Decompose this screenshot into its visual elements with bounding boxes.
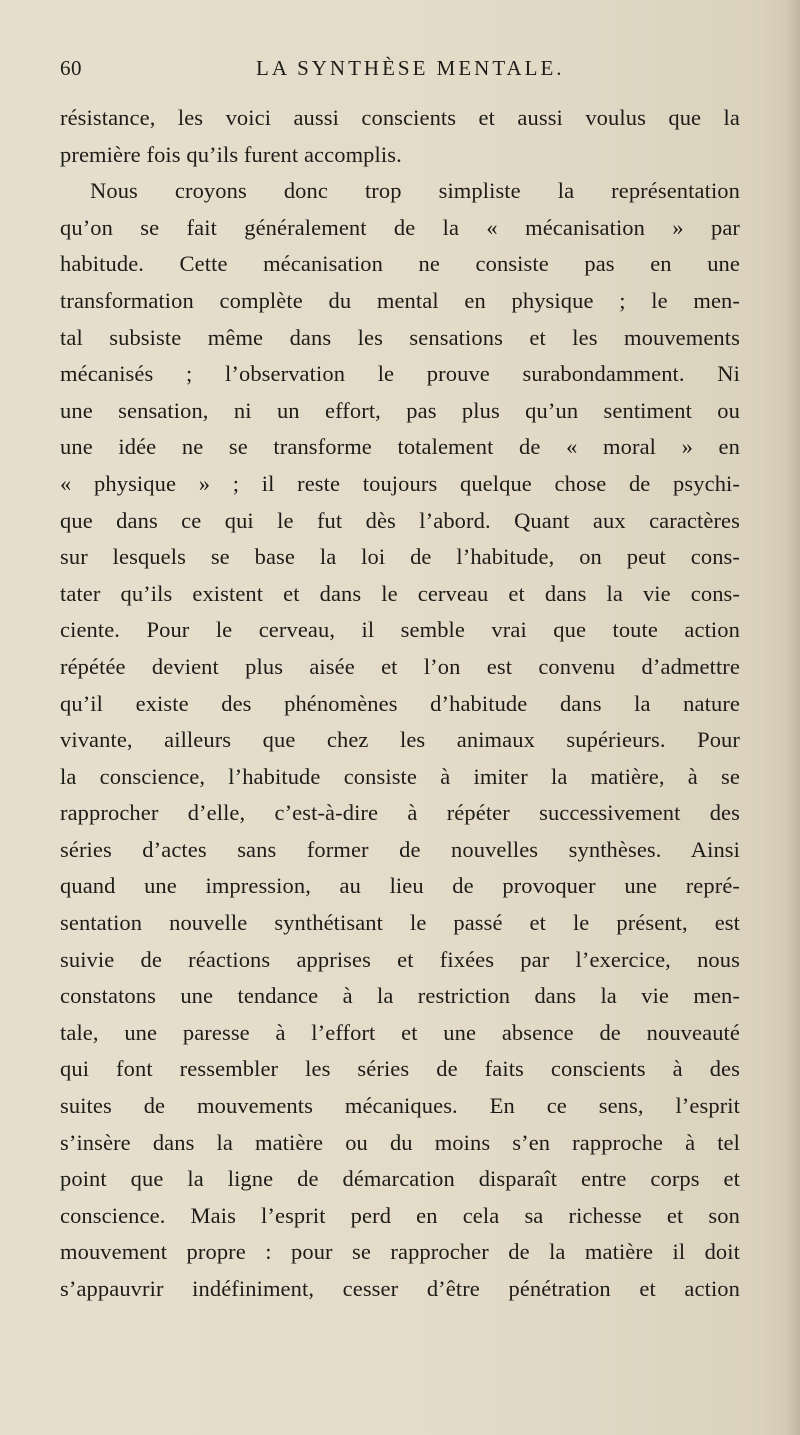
text-line: ciente. Pour le cerveau, il semble vrai que toute action xyxy=(60,617,740,643)
page-header xyxy=(60,52,740,86)
paragraph-start-line: Nous croyons donc trop simpliste la représentation xyxy=(90,178,740,204)
text-line: s’insère dans la matière ou du moins s’en rapproche à tel xyxy=(60,1129,740,1155)
text-line: qu’on se fait généralement de la « mécanisation » par xyxy=(60,214,740,240)
text-line: s’appauvrir indéfiniment, cesser d’être pénétration et action xyxy=(60,1276,740,1301)
text-line: tater qu’ils existent et dans le cerveau et dans la vie cons- xyxy=(60,580,740,606)
text-line: résistance, les voici aussi conscients et aussi voulus que la xyxy=(60,105,740,130)
text-line: une sensation, ni un effort, pas plus qu’un sentiment ou xyxy=(60,397,740,423)
text-line: suites de mouvements mécaniques. En ce sens, l’esprit xyxy=(60,1093,740,1119)
text-line: point que la ligne de démarcation disparaît entre corps et xyxy=(60,1166,740,1192)
text-line: qu’il existe des phénomènes d’habitude dans la nature xyxy=(60,690,740,716)
body-text xyxy=(60,100,740,1308)
page-edge-shadow xyxy=(786,0,800,1435)
text-line: tale, une paresse à l’effort et une absence de nouveauté xyxy=(60,1019,740,1045)
text-line: qui font ressembler les séries de faits conscients à des xyxy=(60,1056,740,1082)
text-line: suivie de réactions apprises et fixées par l’exercice, nous xyxy=(60,946,740,972)
text-line: sur lesquels se base la loi de l’habitude, on peut cons- xyxy=(60,544,740,570)
text-line: mouvement propre : pour se rapprocher de la matière il doit xyxy=(60,1239,740,1265)
text-line: première fois qu’ils furent accomplis. xyxy=(60,141,402,167)
text-line: transformation complète du mental en physique ; le men- xyxy=(60,287,740,313)
text-line: vivante, ailleurs que chez les animaux supérieurs. Pour xyxy=(60,727,740,753)
text-line: rapprocher d’elle, c’est-à-dire à répéter successivement des xyxy=(60,800,740,826)
text-line: répétée devient plus aisée et l’on est convenu d’admettre xyxy=(60,653,740,679)
text-line: séries d’actes sans former de nouvelles synthèses. Ainsi xyxy=(60,836,740,862)
text-line: que dans ce qui le fut dès l’abord. Quant aux caractères xyxy=(60,507,740,533)
text-line: constatons une tendance à la restriction dans la vie men- xyxy=(60,983,740,1009)
running-title: LA SYNTHÈSE MENTALE. xyxy=(256,56,565,80)
page-number: 60 xyxy=(60,56,82,80)
text-line: la conscience, l’habitude consiste à imiter la matière, à se xyxy=(60,763,740,789)
text-line: quand une impression, au lieu de provoquer une repré- xyxy=(60,873,740,899)
text-line: mécanisés ; l’observation le prouve surabondamment. Ni xyxy=(60,361,740,387)
text-line: « physique » ; il reste toujours quelque chose de psychi- xyxy=(60,470,740,496)
text-line: une idée ne se transforme totalement de « moral » en xyxy=(60,434,740,460)
text-line: tal subsiste même dans les sensations et les mouvements xyxy=(60,324,740,350)
text-line: habitude. Cette mécanisation ne consiste pas en une xyxy=(60,251,740,277)
text-line: conscience. Mais l’esprit perd en cela sa richesse et son xyxy=(60,1202,740,1228)
text-line: sentation nouvelle synthétisant le passé et le présent, est xyxy=(60,910,740,936)
